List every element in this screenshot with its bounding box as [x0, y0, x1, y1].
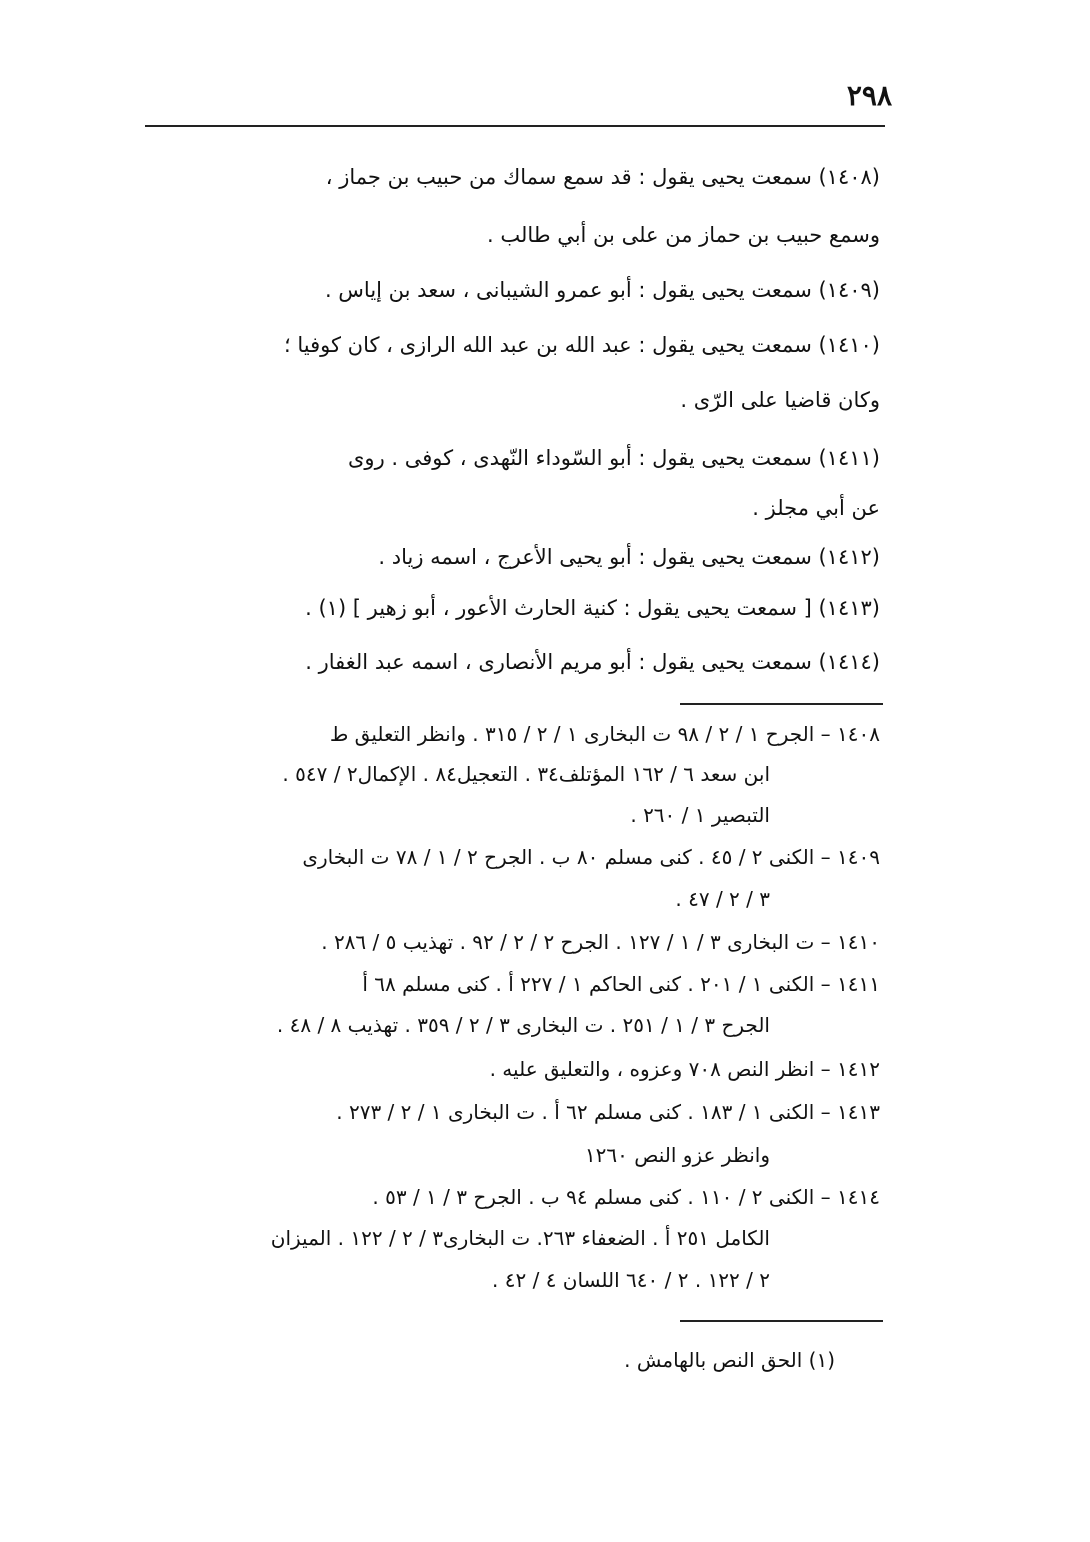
note-1408-line-3: التبصير ١ / ٢٦٠ .	[630, 803, 770, 827]
entry-1410-line-1: (١٤١٠) سمعت يحيى يقول : عبد الله بن عبد الله الرازى ، كان كوفيا ؛	[284, 333, 880, 357]
note-1409-line-1: ١٤٠٩ – الكنى ٢ / ٤٥ . كنى مسلم ٨٠ ب . الجرح ٢ / ١ / ٧٨ ت البخارى	[302, 845, 880, 869]
note-1411-line-2: الجرح ٣ / ١ / ٢٥١ . ت البخارى ٣ / ٢ / ٣٥٩ . تهذيب ٨ / ٤٨ .	[276, 1013, 770, 1037]
footnote-separator	[680, 1320, 883, 1322]
entry-1410-line-2: وكان قاضيا على الرّى .	[680, 388, 880, 412]
entry-1414-line-1: (١٤١٤) سمعت يحيى يقول : أبو مريم الأنصارى ، اسمه عبد الغفار .	[305, 650, 880, 674]
entry-1413-line-1: (١٤١٣) [ سمعت يحيى يقول : كنية الحارث الأعور ، أبو زهير ] (١) .	[305, 596, 880, 620]
entry-1408-line-1: (١٤٠٨) سمعت يحيى يقول : قد سمع سماك من حبيب بن جماز ،	[325, 165, 880, 189]
note-1408-line-1: ١٤٠٨ – الجرح ١ / ٢ / ٩٨ ت البخارى ١ / ٢ / ٣١٥ . وانظر التعليق ط	[329, 722, 880, 746]
note-1414-line-2: الكامل ٢٥١ أ . الضعفاء ٢٦٣. ت البخارى٣ / ٢ / ١٢٢ . الميزان	[270, 1226, 770, 1250]
entry-1411-line-2: عن أبي مجلز .	[752, 496, 880, 520]
entry-1411-line-1: (١٤١١) سمعت يحيى يقول : أبو السّوداء النّهدى ، كوفى . روى	[347, 446, 880, 470]
note-1409-line-2: ٣ / ٢ / ٤٧ .	[675, 887, 770, 911]
note-1411-line-1: ١٤١١ – الكنى ١ / ٢٠١ . كنى الحاكم ١ / ٢٢٧ أ . كنى مسلم ٦٨ أ	[362, 972, 880, 996]
note-1408-line-2: ابن سعد ٦ / ١٦٢ المؤتلف٣٤ . التعجيل٨٤ . الإكمال٢ / ٥٤٧ .	[282, 762, 770, 786]
entry-1408-line-2: وسمع حبيب بن حماز من على بن أبي طالب .	[487, 223, 880, 247]
note-1414-line-1: ١٤١٤ – الكنى ٢ / ١١٠ . كنى مسلم ٩٤ ب . الجرح ٣ / ١ / ٥٣ .	[372, 1185, 880, 1209]
page-number: ٢٩٨	[846, 79, 892, 112]
note-1410-line-1: ١٤١٠ – ت البخارى ٣ / ١ / ١٢٧ . الجرح ٢ / ٢ / ٩٢ . تهذيب ٥ / ٢٨٦ .	[321, 930, 880, 954]
note-1412-line-1: ١٤١٢ – انظر النص ٧٠٨ وعزوه ، والتعليق عليه .	[489, 1057, 880, 1081]
footnote-1: (١) الحق النص بالهامش .	[624, 1348, 835, 1372]
note-1414-line-3: ٢ / ١٢٢ . ٢ / ٦٤٠ اللسان ٤ / ٤٢ .	[492, 1268, 770, 1292]
entry-1409-line-1: (١٤٠٩) سمعت يحيى يقول : أبو عمرو الشيبانى ، سعد بن إياس .	[324, 278, 880, 302]
notes-separator	[680, 703, 883, 705]
note-1413-line-1: ١٤١٣ – الكنى ١ / ١٨٣ . كنى مسلم ٦٢ أ . ت البخارى ١ / ٢ / ٢٧٣ .	[336, 1100, 880, 1124]
entry-1412-line-1: (١٤١٢) سمعت يحيى يقول : أبو يحيى الأعرج ، اسمه زياد .	[378, 545, 880, 569]
note-1413-line-2: وانظر عزو النص ١٢٦٠	[584, 1143, 770, 1167]
header-rule	[145, 125, 885, 127]
